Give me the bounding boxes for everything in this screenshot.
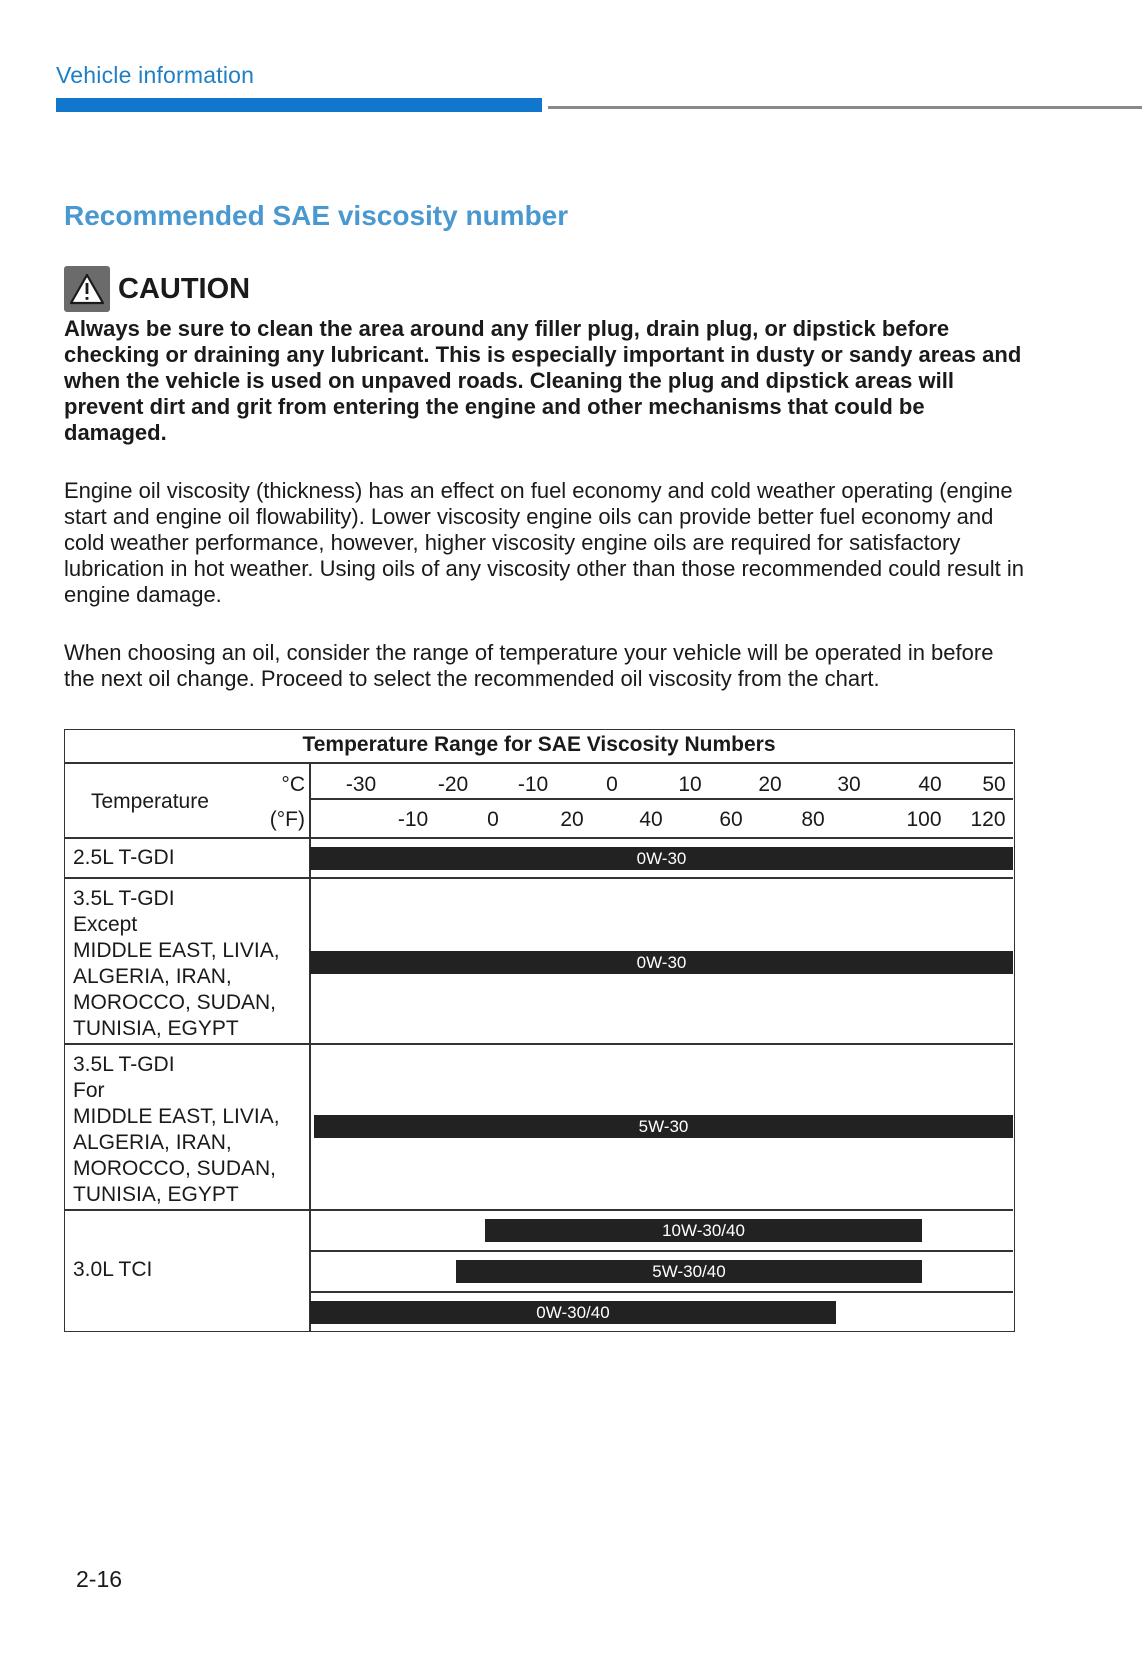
header-rule-blue [56,98,542,112]
engine-label: Except [73,913,138,936]
oil-range-bar: 5W-30 [314,1115,1013,1138]
celsius-tick: 0 [606,773,618,796]
divider [65,762,1013,764]
celsius-tick: 30 [837,773,861,796]
header-rule-gray [548,106,1142,109]
engine-label: TUNISIA, EGYPT [73,1183,239,1206]
engine-label: MOROCCO, SUDAN, [73,1157,277,1180]
engine-label: 2.5L T-GDI [73,846,175,869]
celsius-tick: 40 [918,773,942,796]
celsius-tick: -20 [437,773,469,796]
engine-label: MOROCCO, SUDAN, [73,991,277,1014]
engine-label: 3.0L TCI [73,1258,153,1281]
section-label: Vehicle information [56,62,255,88]
engine-label: MIDDLE EAST, LIVIA, [73,939,280,962]
fahrenheit-tick: 80 [801,808,825,831]
celsius-tick: 50 [982,773,1006,796]
fahrenheit-tick: 100 [906,808,942,831]
divider [309,1250,1013,1252]
engine-label: ALGERIA, IRAN, [73,1131,232,1154]
oil-range-bar: 0W-30/40 [310,1301,836,1324]
viscosity-chart-table [64,729,1015,1332]
celsius-unit: °C [281,773,305,796]
engine-label: 3.5L T-GDI [73,887,175,910]
temperature-label: Temperature [91,790,209,813]
engine-label: MIDDLE EAST, LIVIA, [73,1105,280,1128]
body-paragraph: When choosing an oil, consider the range of temperature your vehicle will be operated in before the next oil change. Proceed to select the recommended oil viscosity from the chart. [64,640,994,691]
engine-label: TUNISIA, EGYPT [73,1017,239,1040]
celsius-tick: -10 [517,773,549,796]
oil-range-bar: 10W-30/40 [485,1219,922,1242]
celsius-tick: 10 [678,773,702,796]
oil-range-bar: 0W-30 [310,951,1013,974]
celsius-tick: -30 [345,773,377,796]
divider [65,1043,1013,1045]
fahrenheit-tick: 120 [970,808,1006,831]
chart-title: Temperature Range for SAE Viscosity Numbers [302,733,776,756]
oil-range-bar: 0W-30 [310,847,1013,870]
fahrenheit-tick: 0 [487,808,499,831]
fahrenheit-tick: 60 [719,808,743,831]
engine-label: ALGERIA, IRAN, [73,965,232,988]
page-title: Recommended SAE viscosity number [64,200,569,231]
caution-header [64,266,250,312]
page-number: 2-16 [76,1566,123,1592]
engine-label: 3.5L T-GDI [73,1053,175,1076]
warning-triangle-icon [64,266,110,312]
divider [309,1291,1013,1293]
engine-label: For [73,1079,105,1102]
divider [65,837,1013,839]
divider [309,798,1013,800]
divider [65,1209,1013,1211]
fahrenheit-tick: -10 [397,808,429,831]
celsius-tick: 20 [758,773,782,796]
caution-text: Always be sure to clean the area around any filler plug, drain plug, or dipstick before checking or draining any lubricant. This is especially important in dusty or sandy areas and when the vehicle is used on unpaved roads. Cleaning the plug and dipstick areas will prevent dirt and grit from entering the engine and other mechanisms that could be damaged. [64,316,1022,445]
caution-title: CAUTION [118,272,251,305]
divider [65,877,1013,879]
fahrenheit-tick: 20 [560,808,584,831]
fahrenheit-tick: 40 [639,808,663,831]
body-paragraph: Engine oil viscosity (thickness) has an effect on fuel economy and cold weather operating (engine start and engine oil flowability). Lower viscosity engine oils can provide better fuel economy and cold weather performance, however, higher viscosity engine oils are required for satisfactory lubrication in hot weather. Using oils of any viscosity other than those recommended could result in engine damage. [64,478,1024,607]
fahrenheit-unit: (°F) [269,808,305,831]
oil-range-bar: 5W-30/40 [456,1260,922,1283]
